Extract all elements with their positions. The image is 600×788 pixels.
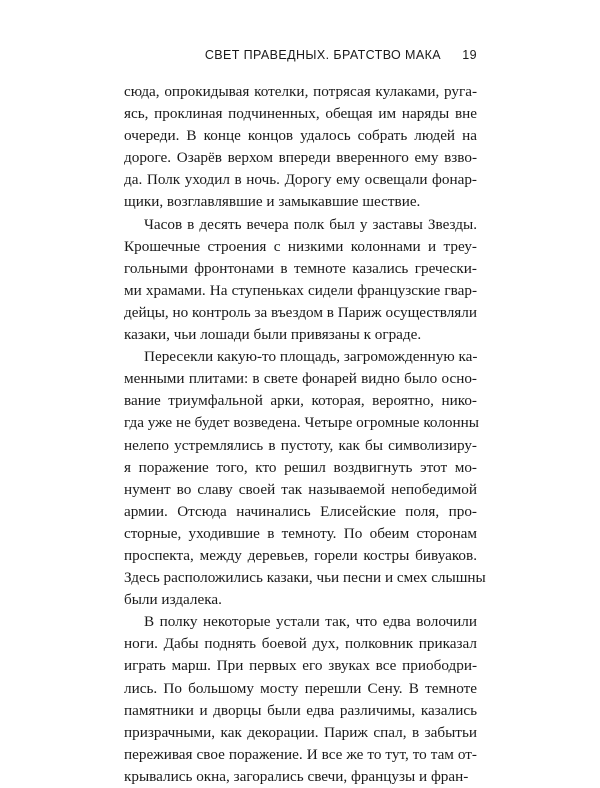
text-line: дейцы, но контроль за въездом в Париж осуществляли [124,303,477,321]
text-line: сюда, опрокидывая котелки, потрясая кулаками, руга- [124,83,477,100]
text-line: казаки, чьи лошади были привязаны к ограде. [124,326,422,344]
paragraph [124,214,477,347]
text-line: дороге. Озарёв верхом впереди вверенного ему взво- [124,149,477,167]
text-line: менными плитами: в свете фонарей видно было осно- [124,370,477,388]
text-line: играть марш. При первых его звуках все приободри- [124,657,477,675]
text-line: Крошечные строения с низкими колоннами и треу- [124,237,477,255]
text-line: нумент во славу своей так называемой непобедимой [124,480,477,498]
text-line: да. Полк уходил в ночь. Дорогу ему освещали фонар- [124,171,477,189]
text-line: вание триумфальной арки, которая, вероятно, нико- [124,392,477,410]
text-line: памятники и дворцы были едва различимы, казались [124,701,477,719]
page-number: 19 [462,48,477,62]
text-line: гда уже не будет возведена. Четыре огромные колонны [124,414,479,432]
text-line: призрачными, как декорации. Париж спал, в забытьи [124,723,477,741]
text-line: гольными фронтонами в темноте казались гречески- [124,259,477,277]
running-title: СВЕТ ПРАВЕДНЫХ. БРАТСТВО МАКА [204,48,441,62]
text-line: очереди. В конце концов удалось собрать людей на [124,127,477,145]
text-line: нелепо устремлялись в пустоту, как бы символизиру- [124,436,477,454]
text-line: ми храмами. На ступеньках сидели французские гвар- [124,281,477,299]
text-line: лись. По большому мосту перешли Сену. В темноте [124,679,477,697]
text-line: Здесь расположились казаки, чьи песни и смех слышны [124,569,486,587]
text-line: Часов в десять вечера полк был у заставы Звезды. [144,215,477,233]
text-line: щики, возглавлявшие и замыкавшие шествие. [124,193,421,211]
text-line: В полку некоторые устали так, что едва волочили [144,613,477,631]
paragraph [124,346,486,611]
text-line: переживая свое поражение. И все же то тут, то там от- [124,745,477,763]
paragraph [124,611,477,788]
text-line: проспекта, между деревьев, горели костры бивуаков. [124,546,477,564]
text-line: ясь, проклиная подчиненных, обещая им наряды вне [124,105,477,123]
running-header [124,48,477,64]
page-body-text [124,81,486,788]
text-line: Пересекли какую-то площадь, загроможденную ка- [144,348,478,366]
text-line: армии. Отсюда начинались Елисейские поля, про- [124,502,477,520]
text-line: ноги. Дабы поднять боевой дух, полковник приказал [124,635,477,653]
text-line: сторные, уходившие в темноту. По обеим сторонам [124,524,477,542]
text-line: я поражение того, кто решил воздвигнуть этот мо- [124,458,477,476]
text-line: были издалека. [124,591,222,609]
paragraph [124,81,477,214]
text-line: крывались окна, загорались свечи, французы и фран- [124,767,469,785]
